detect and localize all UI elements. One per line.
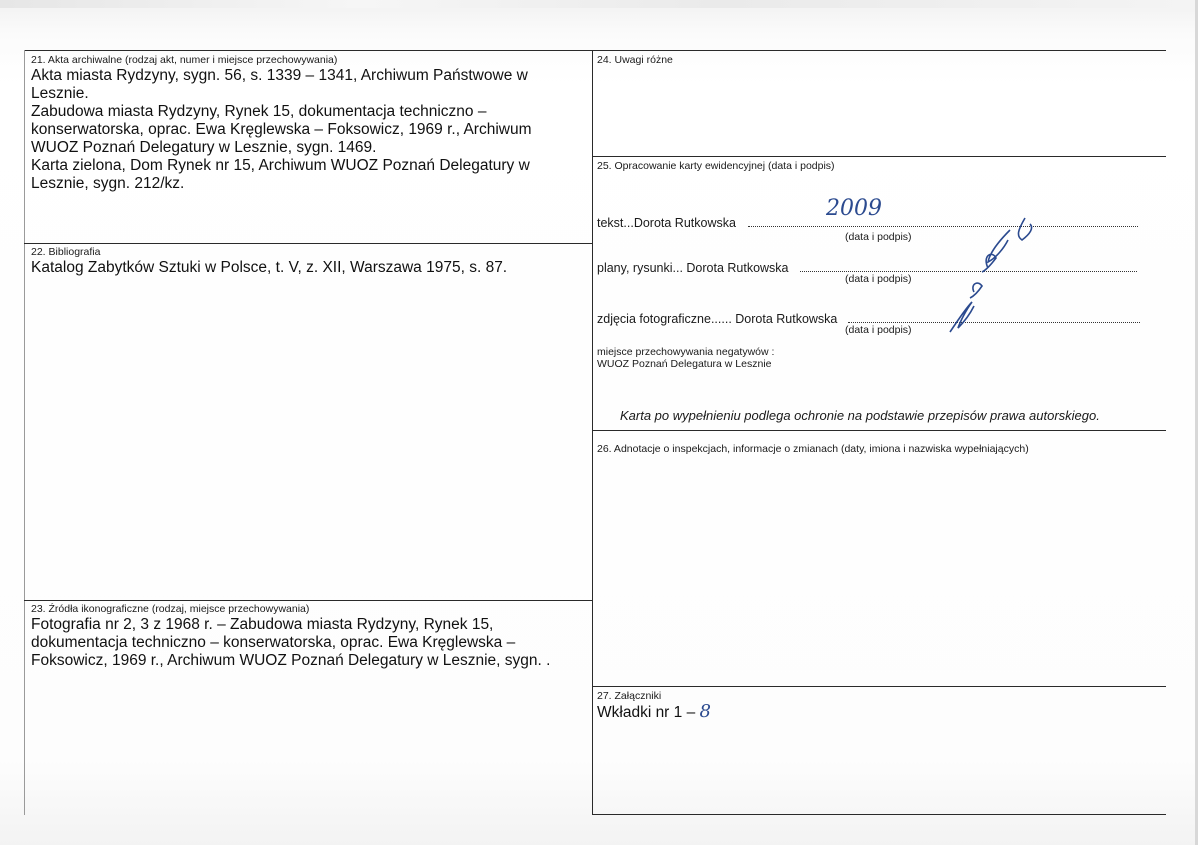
section-21-line-1: Akta miasta Rydzyny, sygn. 56, s. 1339 – 1341, Archiwum Państwowe w Lesznie.: [31, 67, 528, 102]
signature-row-text-sub: (data i podpis): [845, 231, 912, 243]
rule-top: [24, 50, 1166, 51]
section-27-handwritten: 8: [699, 701, 711, 722]
rule-bottom-right: [592, 814, 1166, 815]
scan-edge-top: [0, 0, 1198, 8]
handwritten-year: 2009: [826, 196, 882, 221]
section-23-label: 23. Źródła ikonograficzne (rodzaj, miejsce przechowywania): [31, 603, 310, 615]
section-21-line-2: Zabudowa miasta Rydzyny, Rynek 15, dokumentacja techniczno – konserwatorska, oprac. Ewa Kręglewska – Foksowicz, 1969 r., Archiwum WUOZ Poznań Delegatury w Lesznie, sygn. 1469.: [31, 103, 532, 156]
rule-21-22: [24, 243, 592, 244]
section-23-content: Fotografia nr 2, 3 z 1968 r. – Zabudowa miasta Rydzyny, Rynek 15, dokumentacja techniczno – konserwatorska, oprac. Ewa Kręglewska – Foksowicz, 1969 r., Archiwum WUOZ Poznań Delegatury w Lesznie, sygn. .: [31, 616, 551, 669]
signature-row-text-label: tekst...Dorota Rutkowska: [597, 216, 736, 230]
section-21-line-3: Karta zielona, Dom Rynek nr 15, Archiwum WUOZ Poznań Delegatury w Lesznie, sygn. 212/kz.: [31, 157, 530, 192]
signature-row-plans-label: plany, rysunki... Dorota Rutkowska: [597, 261, 789, 275]
rule-column-divider: [592, 50, 593, 815]
section-27-label: 27. Załączniki: [597, 690, 662, 702]
handwritten-signature-icon: [930, 210, 1050, 345]
section-21-content: [31, 67, 571, 193]
rule-22-23: [24, 600, 592, 601]
section-22-label: 22. Bibliografia: [31, 246, 101, 258]
rule-26-27: [592, 686, 1166, 687]
section-26-label: 26. Adnotacje o inspekcjach, informacje o zmianach (daty, imiona i nazwiska wypełniających): [597, 443, 1029, 455]
rule-24-25: [592, 156, 1166, 157]
section-21-label: 21. Akta archiwalne (rodzaj akt, numer i miejsce przechowywania): [31, 54, 338, 66]
signature-row-photos-sub: (data i podpis): [845, 324, 912, 336]
section-27-printed: Wkładki nr 1 –: [597, 704, 696, 721]
signature-row-photos-label: zdjęcia fotograficzne...... Dorota Rutkowska: [597, 312, 838, 326]
section-22-content: Katalog Zabytków Sztuki w Polsce, t. V, z. XII, Warszawa 1975, s. 87.: [31, 259, 508, 276]
negatives-label: miejsce przechowywania negatywów :: [597, 346, 775, 358]
copyright-note: Karta po wypełnieniu podlega ochronie na podstawie przepisów prawa autorskiego.: [620, 408, 1100, 423]
section-27-content: [597, 703, 711, 722]
rule-left-edge: [24, 50, 25, 815]
negatives-value: WUOZ Poznań Delegatura w Lesznie: [597, 358, 772, 370]
rule-25-26: [592, 430, 1166, 431]
signature-row-plans-sub: (data i podpis): [845, 273, 912, 285]
section-24-label: 24. Uwagi różne: [597, 54, 673, 66]
section-25-label: 25. Opracowanie karty ewidencyjnej (data i podpis): [597, 160, 835, 172]
